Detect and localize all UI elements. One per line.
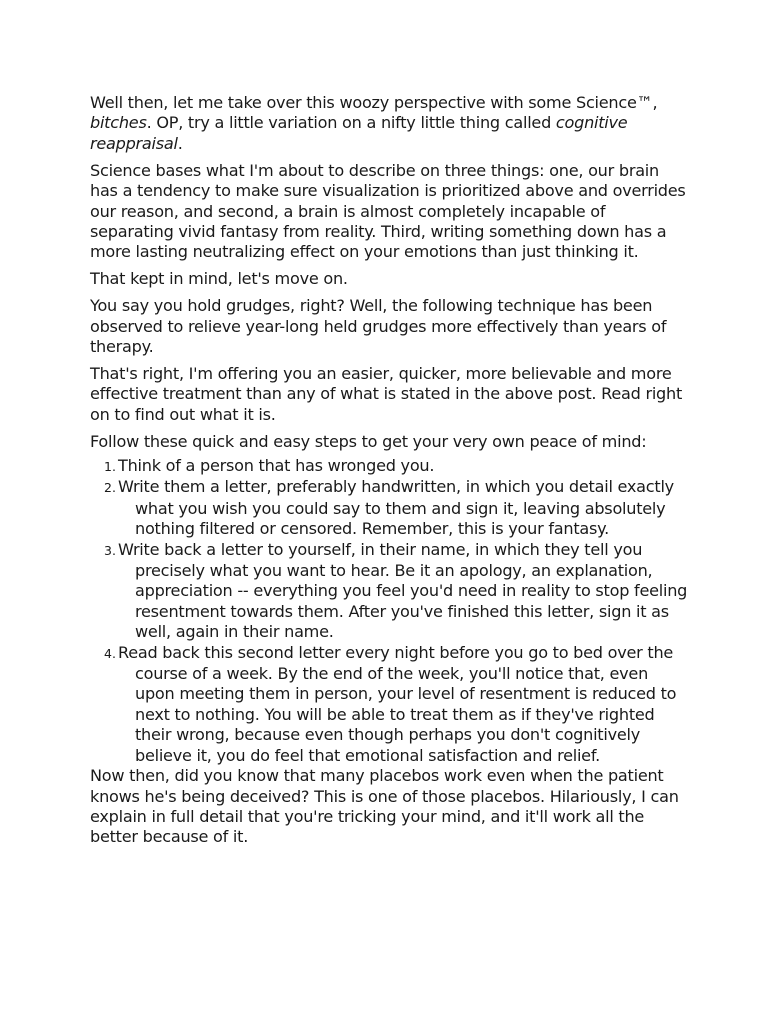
intro-paragraph — [90, 93, 690, 154]
list-number: 3. — [104, 542, 116, 558]
paragraph-move-on: That kept in mind, let's move on. — [90, 269, 348, 289]
list-item — [90, 643, 690, 766]
paragraph-science: Science bases what I'm about to describe on three things: one, our brain has a tendency to make sure visualization is prioritized above and overrides our reason, and second, a brain is almost completely incapable of separating vivid fantasy from reality. Third, writing something down has a more lasting neutralizing effect on your emotions than just thinking it. — [90, 160, 686, 262]
paragraph-steps-intro: Follow these quick and easy steps to get your very own peace of mind: — [90, 431, 647, 451]
list-text: Read back this second letter every night before you go to bed over the course of a week. By the end of the week, you'll notice that, even upon meeting them in person, your level of resentment is reduced to next to nothing. You will be able to treat them as if they've righted their wrong, because even though perhaps you don't cognitively believe it, you do feel that emotional satisfaction and relief. — [118, 642, 677, 765]
intro-term: cognitive reappraisal — [90, 113, 628, 153]
list-text: Write them a letter, preferably handwritten, in which you detail exactly what you wish you could say to them and sign it, leaving absolutely nothing filtered or censored. Remember, this is your fantasy. — [118, 477, 674, 539]
list-number: 1. — [104, 459, 116, 474]
document-body — [90, 93, 690, 848]
list-item — [90, 477, 690, 539]
list-number: 2. — [104, 480, 116, 496]
paragraph-closing: Now then, did you know that many placebos work even when the patient knows he's being deceived? This is one of those placebos. Hilariously, I can explain in full detail that you're tricking your mind, and it'll work all the better because of it. — [90, 766, 679, 847]
list-number: 4. — [104, 645, 116, 661]
list-text: Write back a letter to yourself, in their name, in which they tell you precisely what you want to hear. Be it an apology, an explanation, appreciation -- everything you feel you'd need in reality to stop feeling resentment towards them. After you've finished this letter, sign it as well, again in their name. — [118, 539, 688, 642]
list-item — [90, 456, 690, 477]
intro-prefix: Well then, let me take over this woozy perspective with some Science™, — [90, 93, 658, 112]
list-item — [90, 540, 690, 643]
intro-suffix: . — [177, 133, 183, 153]
intro-middle: . OP, try a little variation on a nifty little thing called — [146, 113, 556, 133]
paragraph-treatment: That's right, I'm offering you an easier, quicker, more believable and more effective treatment than any of what is stated in the above post. Read right on to find out what it is. — [90, 363, 683, 424]
steps-list — [90, 456, 690, 766]
paragraph-grudges: You say you hold grudges, right? Well, the following technique has been observed to relieve year-long held grudges more effectively than years of therapy. — [90, 296, 667, 356]
list-text: Think of a person that has wronged you. — [118, 456, 435, 475]
intro-emphasis: bitches — [90, 113, 147, 133]
